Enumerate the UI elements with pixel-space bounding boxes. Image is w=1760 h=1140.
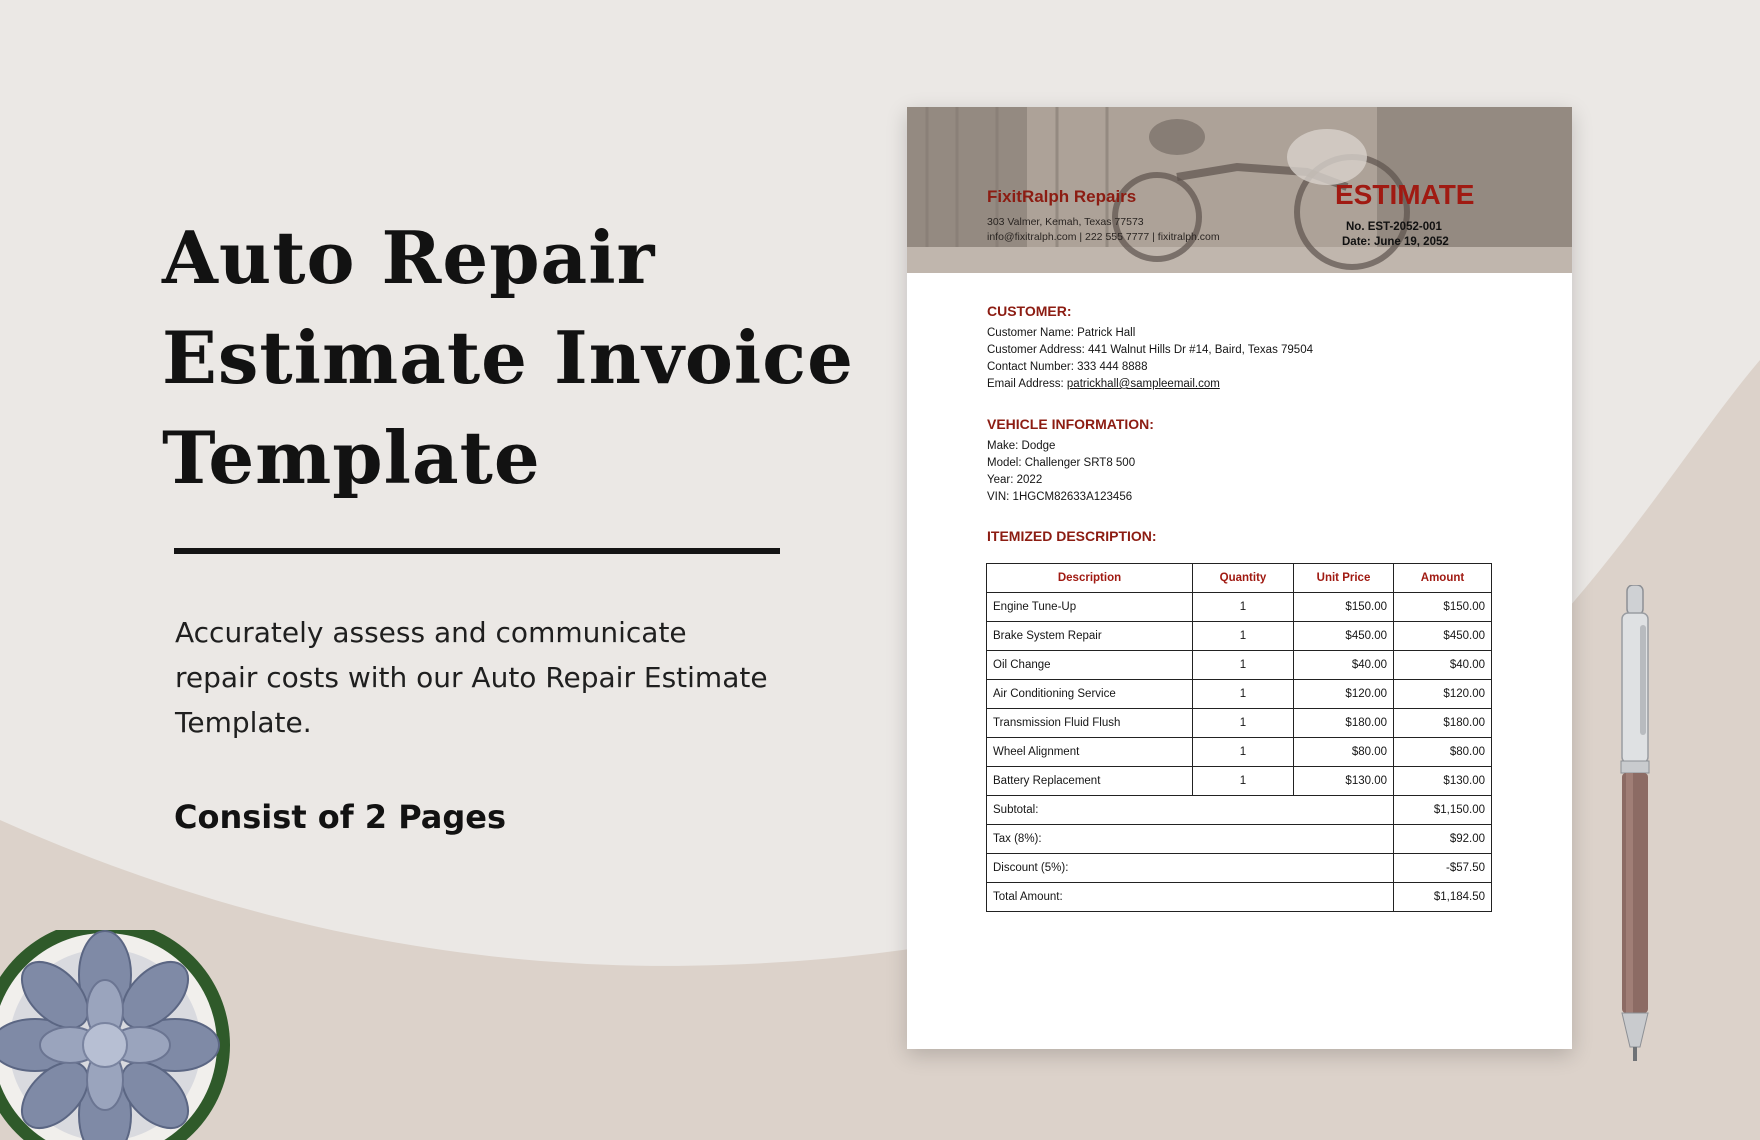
item-quantity: 1 xyxy=(1193,767,1294,796)
item-unit-price: $450.00 xyxy=(1294,622,1394,651)
company-address: 303 Valmer, Kemah, Texas 77573 xyxy=(987,216,1144,228)
item-unit-price: $120.00 xyxy=(1294,680,1394,709)
item-amount: $80.00 xyxy=(1394,738,1492,767)
estimate-title: ESTIMATE xyxy=(1335,179,1475,210)
table-row xyxy=(987,767,1492,796)
header-banner xyxy=(907,107,1572,273)
table-row xyxy=(987,738,1492,767)
subtotal-value: $1,150.00 xyxy=(1394,796,1492,825)
hero-title: Auto Repair Estimate Invoice Template xyxy=(162,215,854,500)
discount-value: -$57.50 xyxy=(1394,854,1492,883)
item-amount: $130.00 xyxy=(1394,767,1492,796)
table-row xyxy=(987,622,1492,651)
item-unit-price: $150.00 xyxy=(1294,593,1394,622)
vehicle-year: Year: 2022 xyxy=(987,474,1043,486)
customer-heading: CUSTOMER: xyxy=(987,303,1072,319)
company-contact: info@fixitralph.com | 222 555 7777 | fixitralph.com xyxy=(987,231,1220,243)
totals-row xyxy=(987,825,1492,854)
item-amount: $120.00 xyxy=(1394,680,1492,709)
item-quantity: 1 xyxy=(1193,622,1294,651)
title-divider xyxy=(174,548,780,554)
items-table xyxy=(986,563,1492,912)
item-amount: $180.00 xyxy=(1394,709,1492,738)
discount-label: Discount (5%): xyxy=(987,854,1394,883)
estimate-document xyxy=(907,107,1572,1049)
column-header: Unit Price xyxy=(1294,564,1394,593)
vehicle-make: Make: Dodge xyxy=(987,440,1056,452)
vehicle-vin: VIN: 1HGCM82633A123456 xyxy=(987,491,1133,503)
item-description: Wheel Alignment xyxy=(987,738,1193,767)
customer-name: Customer Name: Patrick Hall xyxy=(987,327,1136,339)
item-description: Engine Tune-Up xyxy=(987,593,1193,622)
totals-row xyxy=(987,883,1492,912)
email-link[interactable]: patrickhall@sampleemail.com xyxy=(1066,378,1220,390)
item-quantity: 1 xyxy=(1193,738,1294,767)
tax-value: $92.00 xyxy=(1394,825,1492,854)
estimate-number: No. EST-2052-001 xyxy=(1346,221,1442,233)
totals-row xyxy=(987,796,1492,825)
item-unit-price: $180.00 xyxy=(1294,709,1394,738)
ballpoint-pen-icon xyxy=(1610,585,1660,1065)
tax-label: Tax (8%): xyxy=(987,825,1394,854)
item-quantity: 1 xyxy=(1193,651,1294,680)
item-amount: $450.00 xyxy=(1394,622,1492,651)
totals-row xyxy=(987,854,1492,883)
item-description: Battery Replacement xyxy=(987,767,1193,796)
column-header: Description xyxy=(987,564,1193,593)
hero-subtitle: Accurately assess and communicate repair costs with our Auto Repair Estimate Template. xyxy=(175,616,768,739)
item-description: Air Conditioning Service xyxy=(987,680,1193,709)
company-name: FixitRalph Repairs xyxy=(987,187,1137,206)
vehicle-heading: VEHICLE INFORMATION: xyxy=(987,416,1154,432)
table-row xyxy=(987,709,1492,738)
table-header-row xyxy=(987,564,1492,593)
item-quantity: 1 xyxy=(1193,593,1294,622)
item-description: Brake System Repair xyxy=(987,622,1193,651)
total-value: $1,184.50 xyxy=(1394,883,1492,912)
item-amount: $40.00 xyxy=(1394,651,1492,680)
vehicle-model: Model: Challenger SRT8 500 xyxy=(987,457,1136,469)
succulent-plant-icon xyxy=(0,930,240,1140)
email-label: Email Address: xyxy=(987,378,1067,390)
item-description: Transmission Fluid Flush xyxy=(987,709,1193,738)
column-header: Quantity xyxy=(1193,564,1294,593)
item-amount: $150.00 xyxy=(1394,593,1492,622)
estimate-date: Date: June 19, 2052 xyxy=(1342,236,1449,248)
total-label: Total Amount: xyxy=(987,883,1394,912)
item-quantity: 1 xyxy=(1193,709,1294,738)
customer-email-row xyxy=(987,378,1220,390)
pages-note: Consist of 2 Pages xyxy=(174,798,507,836)
item-unit-price: $80.00 xyxy=(1294,738,1394,767)
item-quantity: 1 xyxy=(1193,680,1294,709)
item-unit-price: $40.00 xyxy=(1294,651,1394,680)
customer-address: Customer Address: 441 Walnut Hills Dr #14, Baird, Texas 79504 xyxy=(987,344,1313,356)
item-description: Oil Change xyxy=(987,651,1193,680)
customer-contact: Contact Number: 333 444 8888 xyxy=(987,361,1148,373)
table-row xyxy=(987,651,1492,680)
item-unit-price: $130.00 xyxy=(1294,767,1394,796)
table-row xyxy=(987,680,1492,709)
subtotal-label: Subtotal: xyxy=(987,796,1394,825)
table-row xyxy=(987,593,1492,622)
items-heading: ITEMIZED DESCRIPTION: xyxy=(987,528,1157,544)
column-header: Amount xyxy=(1394,564,1492,593)
